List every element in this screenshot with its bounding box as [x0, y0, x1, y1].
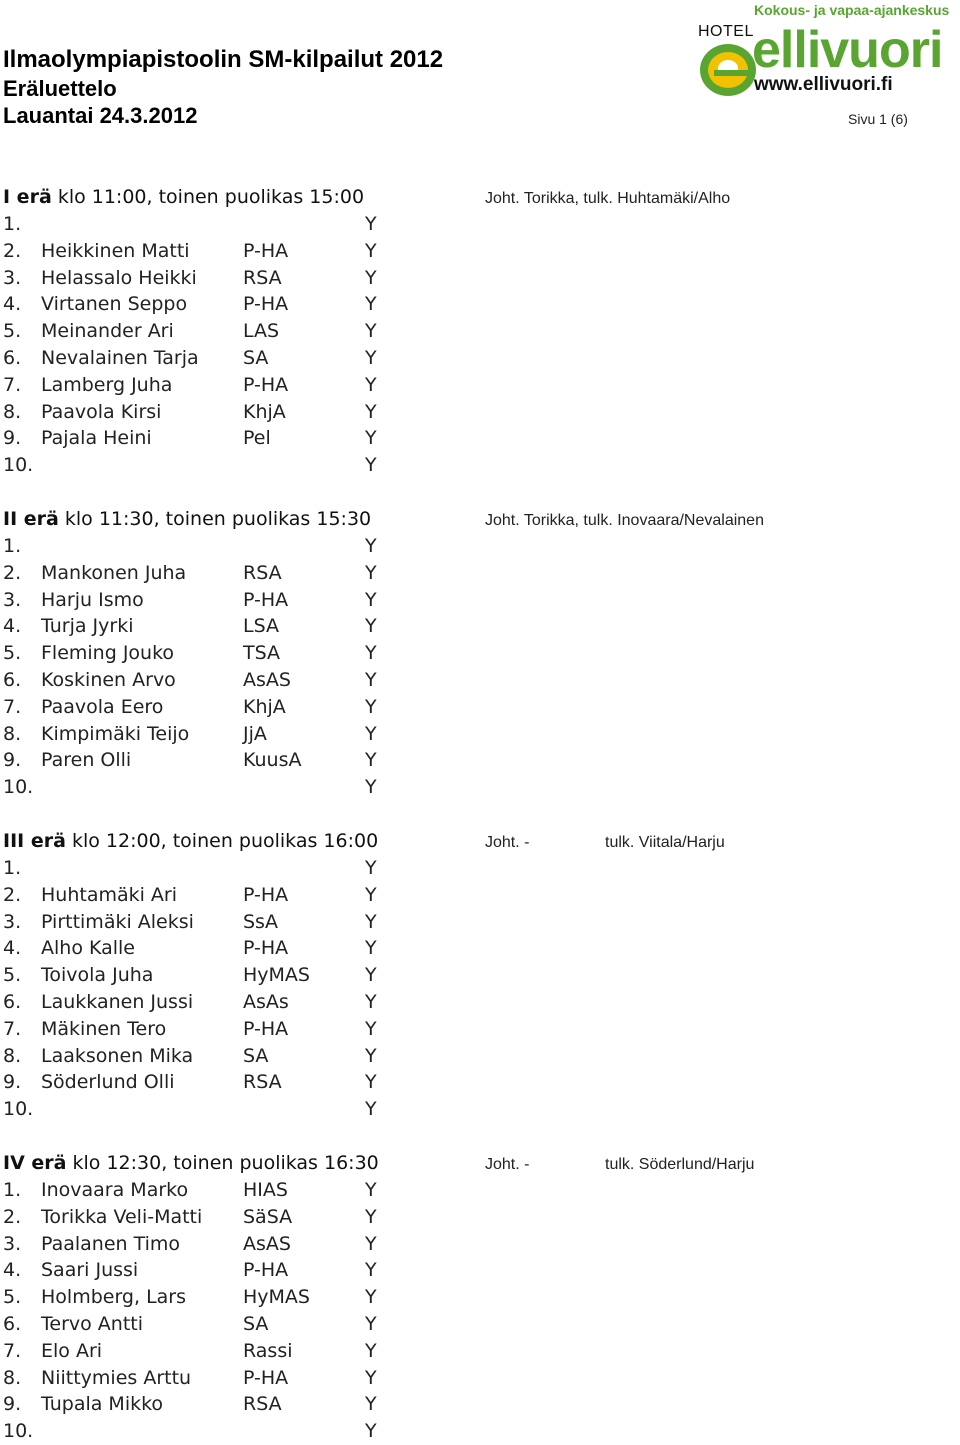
- competitor-name: Turja Jyrki: [41, 615, 134, 638]
- competitor-class: Y: [365, 561, 377, 584]
- competitor-row: [3, 882, 953, 909]
- competitor-row: [3, 345, 953, 372]
- competitor-position: 4.: [3, 937, 22, 960]
- competitor-class: Y: [365, 1017, 377, 1040]
- competitor-class: Y: [365, 293, 377, 316]
- competitor-name: Laaksonen Mika: [41, 1044, 194, 1067]
- competitor-club: Pel: [243, 427, 271, 450]
- competitor-position: 2.: [3, 1205, 22, 1228]
- competitor-row: [3, 560, 953, 587]
- competitor-position: 2.: [3, 883, 22, 906]
- competitor-name: Helassalo Heikki: [41, 266, 197, 289]
- competitor-class: Y: [365, 1312, 377, 1335]
- competitor-class: Y: [365, 588, 377, 611]
- officials-interpreters: tulk. Viitala/Harju: [605, 834, 725, 851]
- competitor-name: Paavola Kirsi: [41, 400, 162, 423]
- competitor-row: [3, 372, 953, 399]
- competitor-row: [3, 533, 953, 560]
- competitor-row: [3, 399, 953, 426]
- competitor-row: [3, 452, 953, 479]
- competitor-name: Paavola Eero: [41, 695, 164, 718]
- competitor-club: P-HA: [243, 883, 289, 906]
- competitor-position: 3.: [3, 588, 22, 611]
- competitor-position: 2.: [3, 239, 22, 262]
- competitor-row: [3, 909, 953, 936]
- competitor-club: AsAs: [243, 990, 289, 1013]
- page-number: Sivu 1 (6): [848, 111, 908, 127]
- competitor-club: SäSA: [243, 1205, 293, 1228]
- competitor-name: Mäkinen Tero: [41, 1017, 167, 1040]
- competitor-name: Torikka Veli-Matti: [41, 1205, 203, 1228]
- document-title: Ilmaolympiapistoolin SM-kilpailut 2012: [3, 46, 444, 73]
- competitor-name: Pirttimäki Aleksi: [41, 910, 194, 933]
- competitor-row: [3, 613, 953, 640]
- competitor-class: Y: [365, 1205, 377, 1228]
- competitor-position: 7.: [3, 1339, 22, 1362]
- competitor-club: P-HA: [243, 1259, 289, 1282]
- competitor-club: SA: [243, 346, 269, 369]
- competitor-row: [3, 1177, 953, 1204]
- competitor-class: Y: [365, 749, 377, 772]
- competitor-row: [3, 1096, 953, 1123]
- competitor-class: Y: [365, 1339, 377, 1362]
- competitor-name: Alho Kalle: [41, 937, 135, 960]
- competitor-position: 3.: [3, 266, 22, 289]
- competitor-position: 8.: [3, 400, 22, 423]
- competitor-name: Koskinen Arvo: [41, 668, 176, 691]
- competitor-club: LSA: [243, 615, 279, 638]
- competitor-class: Y: [365, 1044, 377, 1067]
- competitor-position: 4.: [3, 1259, 22, 1282]
- competitor-row: [3, 265, 953, 292]
- competitor-class: Y: [365, 1259, 377, 1282]
- competitor-position: 7.: [3, 695, 22, 718]
- competitor-row: [3, 211, 953, 238]
- competitor-position: 1.: [3, 857, 22, 879]
- competitor-row: [3, 1391, 953, 1418]
- logo-wordmark: ellivuori: [752, 21, 943, 79]
- competitor-position: 5.: [3, 642, 22, 665]
- competitor-class: Y: [365, 239, 377, 262]
- logo-url: www.ellivuori.fi: [754, 74, 893, 95]
- competitor-club: RSA: [243, 1071, 282, 1094]
- competitor-club: P-HA: [243, 588, 289, 611]
- competitor-class: Y: [365, 1286, 377, 1309]
- round-header: [3, 1150, 953, 1177]
- competitor-class: Y: [365, 1420, 377, 1443]
- competitor-position: 1.: [3, 535, 22, 557]
- competitor-row: [3, 774, 953, 801]
- competitor-row: [3, 1043, 953, 1070]
- competitor-name: Inovaara Marko: [41, 1179, 189, 1201]
- competitor-name: Heikkinen Matti: [41, 239, 190, 262]
- competitor-row: [3, 935, 953, 962]
- competitor-name: Niittymies Arttu: [41, 1366, 192, 1389]
- competitor-row: [3, 1016, 953, 1043]
- competitor-class: Y: [365, 1393, 377, 1416]
- round-time: klo 11:00, toinen puolikas 15:00: [57, 186, 365, 208]
- competitor-class: Y: [365, 722, 377, 745]
- round-name: II erä: [3, 508, 59, 530]
- competitor-club: P-HA: [243, 937, 289, 960]
- competitor-class: Y: [365, 373, 377, 396]
- competitor-position: 8.: [3, 722, 22, 745]
- competitor-name: Tupala Mikko: [41, 1393, 164, 1416]
- competitor-name: Nevalainen Tarja: [41, 346, 199, 369]
- competitor-name: Mankonen Juha: [41, 561, 187, 584]
- competitor-row: [3, 721, 953, 748]
- competitor-position: 5.: [3, 1286, 22, 1309]
- competitor-class: Y: [365, 615, 377, 638]
- competitor-position: 9.: [3, 749, 22, 772]
- competitor-club: JjA: [243, 722, 267, 745]
- officials-leader: Joht. -: [485, 1156, 530, 1173]
- round-section: [3, 1150, 953, 1445]
- competitor-class: Y: [365, 642, 377, 665]
- logo-hotel-label: HOTEL: [698, 23, 754, 40]
- competitor-position: 1.: [3, 1179, 22, 1201]
- competitor-class: Y: [365, 427, 377, 450]
- competitor-position: 9.: [3, 1393, 22, 1416]
- competitor-row: [3, 1069, 953, 1096]
- competitor-class: Y: [365, 910, 377, 933]
- competitor-club: KuusA: [243, 749, 302, 772]
- competitor-class: Y: [365, 346, 377, 369]
- competitor-club: Rassi: [243, 1339, 293, 1362]
- competitor-row: [3, 962, 953, 989]
- competitor-position: 4.: [3, 293, 22, 316]
- competitor-class: Y: [365, 776, 377, 799]
- competitor-class: Y: [365, 1232, 377, 1255]
- competitor-class: Y: [365, 668, 377, 691]
- competitor-club: RSA: [243, 1393, 282, 1416]
- round-officials: [485, 507, 764, 534]
- round-officials: [485, 1151, 755, 1178]
- competitor-club: TSA: [243, 642, 281, 665]
- round-time: klo 12:00, toinen puolikas 16:00: [71, 830, 379, 852]
- competitor-position: 1.: [3, 213, 22, 235]
- competitor-name: Toivola Juha: [41, 964, 154, 987]
- competitor-position: 2.: [3, 561, 22, 584]
- competitor-name: Saari Jussi: [41, 1259, 139, 1282]
- competitor-position: 10.: [3, 1098, 34, 1121]
- round-header: [3, 828, 953, 855]
- document-date: Lauantai 24.3.2012: [3, 103, 198, 128]
- round-header: [3, 184, 953, 211]
- competitor-name: Huhtamäki Ari: [41, 883, 178, 906]
- competitor-class: Y: [365, 883, 377, 906]
- round-time: klo 11:30, toinen puolikas 15:30: [64, 508, 372, 530]
- competitor-class: Y: [365, 213, 377, 235]
- competitor-name: Paalanen Timo: [41, 1232, 181, 1255]
- competitor-class: Y: [365, 1366, 377, 1389]
- logo-e-icon: [698, 18, 760, 98]
- competitor-position: 9.: [3, 427, 22, 450]
- competitor-row: [3, 318, 953, 345]
- officials-leader: Joht. Torikka, tulk. Huhtamäki/Alho: [485, 190, 731, 207]
- round-time: klo 12:30, toinen puolikas 16:30: [72, 1152, 379, 1174]
- competitor-position: 3.: [3, 910, 22, 933]
- round-section: [3, 828, 953, 1123]
- competitor-row: [3, 1418, 953, 1445]
- competitor-name: Virtanen Seppo: [41, 293, 188, 316]
- competitor-class: Y: [365, 857, 377, 879]
- competitor-class: Y: [365, 320, 377, 343]
- competitor-position: 4.: [3, 615, 22, 638]
- competitor-name: Meinander Ari: [41, 320, 174, 343]
- competitor-name: Tervo Antti: [41, 1312, 144, 1335]
- competitor-club: KhjA: [243, 400, 286, 423]
- document-subtitle: Eräluettelo: [3, 76, 117, 101]
- round-name: III erä: [3, 830, 66, 852]
- competitor-class: Y: [365, 1179, 377, 1201]
- competitor-position: 6.: [3, 1312, 22, 1335]
- competitor-row: [3, 667, 953, 694]
- competitor-class: Y: [365, 964, 377, 987]
- competitor-row: [3, 640, 953, 667]
- competitor-name: Laukkanen Jussi: [41, 990, 194, 1013]
- round-name: IV erä: [3, 1152, 67, 1174]
- competitor-club: SsA: [243, 910, 278, 933]
- competitor-position: 6.: [3, 346, 22, 369]
- round-name: I erä: [3, 186, 52, 208]
- competitor-row: [3, 1257, 953, 1284]
- hotel-logo: [694, 2, 960, 100]
- competitor-class: Y: [365, 400, 377, 423]
- officials-interpreters: tulk. Söderlund/Harju: [605, 1156, 755, 1173]
- competitor-name: Paren Olli: [41, 749, 132, 772]
- competitor-club: LAS: [243, 320, 280, 343]
- competitor-club: P-HA: [243, 373, 289, 396]
- competitor-club: KhjA: [243, 695, 286, 718]
- competitor-row: [3, 855, 953, 882]
- competitor-position: 3.: [3, 1232, 22, 1255]
- competitor-club: SA: [243, 1312, 269, 1335]
- competitor-name: Pajala Heini: [41, 427, 152, 450]
- competitor-position: 5.: [3, 964, 22, 987]
- round-officials: [485, 829, 725, 856]
- competitor-club: P-HA: [243, 1366, 289, 1389]
- competitor-position: 7.: [3, 373, 22, 396]
- competitor-club: AsAS: [243, 668, 291, 691]
- competitor-row: [3, 1231, 953, 1258]
- competitor-class: Y: [365, 990, 377, 1013]
- competitor-club: RSA: [243, 561, 282, 584]
- competitor-name: Holmberg, Lars: [41, 1286, 187, 1309]
- competitor-row: [3, 694, 953, 721]
- round-officials: [485, 185, 730, 212]
- competitor-class: Y: [365, 1098, 377, 1121]
- competitor-club: HIAS: [243, 1179, 288, 1201]
- competitor-club: HyMAS: [243, 1286, 310, 1309]
- competitor-position: 7.: [3, 1017, 22, 1040]
- competitor-club: HyMAS: [243, 964, 310, 987]
- competitor-class: Y: [365, 1071, 377, 1094]
- competitor-position: 10.: [3, 454, 34, 477]
- competitor-class: Y: [365, 266, 377, 289]
- competitor-club: P-HA: [243, 1017, 289, 1040]
- competitor-row: [3, 587, 953, 614]
- competitor-position: 9.: [3, 1071, 22, 1094]
- competitor-row: [3, 989, 953, 1016]
- competitor-club: P-HA: [243, 293, 289, 316]
- round-section: [3, 506, 953, 801]
- officials-leader: Joht. -: [485, 834, 530, 851]
- competitor-club: AsAS: [243, 1232, 291, 1255]
- competitor-club: SA: [243, 1044, 269, 1067]
- competitor-name: Fleming Jouko: [41, 642, 175, 665]
- competitor-class: Y: [365, 695, 377, 718]
- competitor-class: Y: [365, 535, 377, 557]
- competitor-row: [3, 238, 953, 265]
- competitor-class: Y: [365, 937, 377, 960]
- round-section: [3, 184, 953, 479]
- competitor-position: 8.: [3, 1044, 22, 1067]
- competitor-name: Söderlund Olli: [41, 1071, 175, 1094]
- competitor-position: 10.: [3, 1420, 34, 1443]
- competitor-name: Kimpimäki Teijo: [41, 722, 190, 745]
- competitor-position: 6.: [3, 668, 22, 691]
- round-header: [3, 506, 953, 533]
- logo-tagline: Kokous- ja vapaa-ajankeskus: [754, 2, 950, 18]
- competitor-row: [3, 291, 953, 318]
- competitor-row: [3, 1284, 953, 1311]
- competitor-row: [3, 425, 953, 452]
- officials-leader: Joht. Torikka, tulk. Inovaara/Nevalainen: [485, 512, 764, 529]
- competitor-club: RSA: [243, 266, 282, 289]
- competitor-row: [3, 1311, 953, 1338]
- competitor-name: Harju Ismo: [41, 588, 144, 611]
- competitor-class: Y: [365, 454, 377, 477]
- competitor-name: Lamberg Juha: [41, 373, 173, 396]
- competitor-row: [3, 747, 953, 774]
- competitor-row: [3, 1365, 953, 1392]
- competitor-position: 6.: [3, 990, 22, 1013]
- competitor-position: 8.: [3, 1366, 22, 1389]
- competitor-name: Elo Ari: [41, 1339, 103, 1362]
- competitor-position: 10.: [3, 776, 34, 799]
- competitor-position: 5.: [3, 320, 22, 343]
- competitor-row: [3, 1338, 953, 1365]
- competitor-row: [3, 1204, 953, 1231]
- competitor-club: P-HA: [243, 239, 289, 262]
